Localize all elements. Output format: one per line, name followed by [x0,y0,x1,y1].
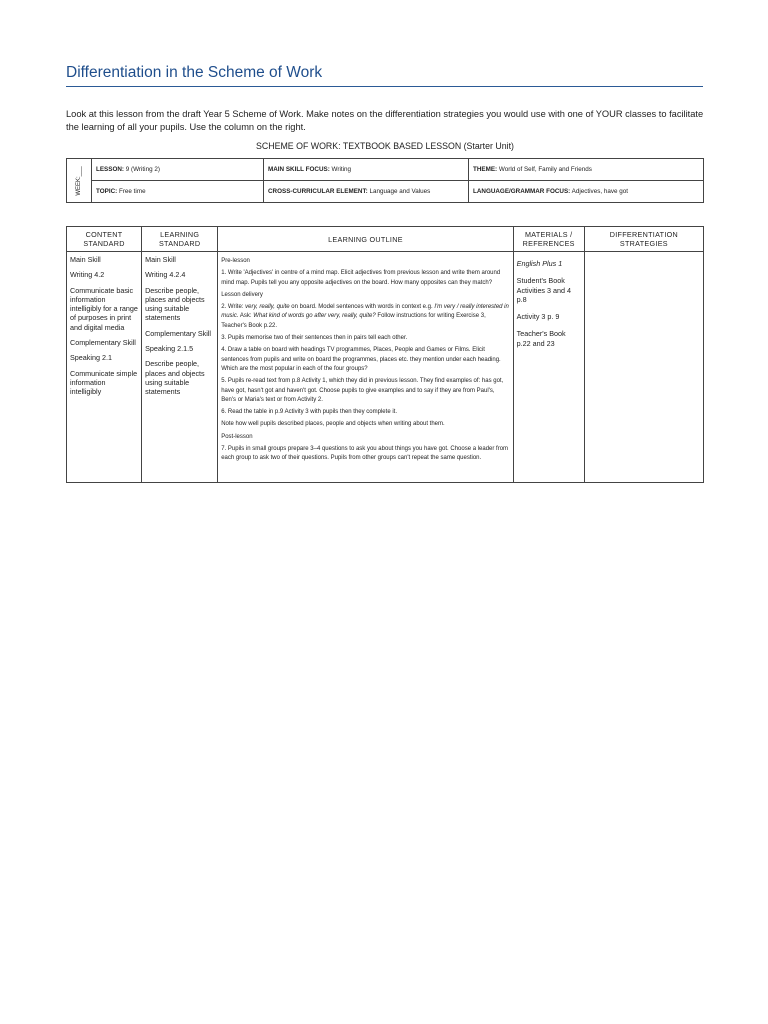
intro-paragraph: Look at this lesson from the draft Year 5 Scheme of Work. Make notes on the differentiation strategies you would use with one of YOUR classes to facilitate the learning of all your pupils. Use the column on the right. [66,109,704,132]
lesson-value: 9 (Writing 2) [124,166,160,173]
learning-speaking-code: Speaking 2.1.5 [145,344,194,354]
cross-curricular-label: CROSS-CURRICULAR ELEMENT: [268,188,368,195]
outline-step-2 [221,303,509,331]
lesson-header-table [66,158,704,203]
theme-cell [469,159,704,181]
outline-step-1: 1. Write 'Adjectives' in centre of a mind map. Elicit adjectives from previous lesson and write them around mind map. Pupils tell you any opposite adjectives on the board. How many opposites can they match? [221,270,501,286]
post-lesson-heading: Post-lesson [221,433,253,440]
col-header-materials: MATERIALS / REFERENCES [513,227,584,252]
step-2-part-b: very, really, quite [245,304,290,311]
content-main-skill: Main Skill [70,255,101,264]
materials-teachers-book: Teacher's Book p.22 and 23 [516,329,566,348]
col-header-learning-outline: LEARNING OUTLINE [218,227,513,252]
materials-book-title: English Plus 1 [516,259,563,268]
lesson-delivery-heading: Lesson delivery [221,291,263,298]
grammar-focus-label: LANGUAGE/GRAMMAR FOCUS: [473,188,571,195]
outline-step-4: 4. Draw a table on board with headings TV programmes, Places, People and Games or Films. Elicit sentences from pupils and write on board the programmes, places etc. they mention under each heading. Which are the most popular in each of the four groups? [221,347,501,372]
pre-lesson-heading: Pre-lesson [221,258,250,264]
content-complementary-skill: Complementary Skill [70,338,136,348]
learning-writing-code: Writing 4.2.4 [145,270,186,280]
learning-main-skill: Main Skill [145,255,176,264]
differentiation-notes-cell[interactable] [584,252,703,483]
learning-standard-cell [142,252,218,483]
materials-cell [513,252,584,483]
lesson-label: LESSON: [96,166,124,173]
step-2-part-d: I'm very / really interested in music. [221,304,509,320]
topic-label: TOPIC: [96,188,118,195]
title-divider [66,86,703,87]
outline-step-7: 7. Pupils in small groups prepare 3–4 questions to ask you about things you have got. Choose a leader from each group to ask two of their questions. Pupils from other groups can't repeat the same question. [221,446,509,462]
grammar-focus-cell [469,181,704,203]
page-title: Differentiation in the Scheme of Work [66,64,323,81]
outline-step-5: 5. Pupils re-read text from p.8 Activity 1, which they did in previous lesson. They find examples of: has got, have got, hasn't got and haven't got. Choose pupils to give examples and to say if they are from Paul's, Ben's or Maria's text or from Activity 2. [221,378,504,403]
step-2-part-f: What kind of words go after very, really, quite? [253,313,376,320]
step-2-part-c: on board. Model sentences with words in context e.g. [289,304,435,311]
learning-complementary-skill: Complementary Skill [145,328,212,338]
materials-activity: Activity 3 p. 9 [516,312,560,322]
step-2-part-e: Ask: [238,313,254,320]
lesson-cell [92,159,264,181]
step-2-part-a: 2. Write: [221,304,246,311]
content-speaking-code: Speaking 2.1 [70,353,112,363]
cross-curricular-value: Language and Values [367,188,431,195]
outline-step-3: 3. Pupils memorise two of their sentences then in pairs tell each other. [221,335,408,342]
main-skill-label: MAIN SKILL FOCUS: [268,166,330,173]
col-header-learning-standard: LEARNING STANDARD [142,227,218,252]
theme-value: World of Self, Family and Friends [497,166,592,173]
main-skill-cell [264,159,469,181]
cross-curricular-cell [264,181,469,203]
topic-value: Free time [117,188,146,195]
week-label: WEEK:___ [76,165,82,196]
week-cell [67,159,92,203]
content-writing-code: Writing 4.2 [70,270,105,280]
main-skill-value: Writing [329,166,352,173]
materials-students-book: Student's Book Activities 3 and 4 p.8 [516,276,572,304]
learning-writing-desc: Describe people, places and objects using suitable statements [145,285,205,323]
grammar-focus-value: Adjectives, have got [570,188,629,195]
theme-label: THEME: [473,166,498,173]
learning-outline-cell [218,252,513,483]
outline-note: Note how well pupils described places, people and objects when writing about them. [221,421,445,428]
scheme-heading: SCHEME OF WORK: TEXTBOOK BASED LESSON (Starter Unit) [256,141,514,151]
topic-cell [92,181,264,203]
col-header-differentiation: DIFFERENTIATION STRATEGIES [584,227,703,252]
content-standard-cell [67,252,142,483]
lesson-plan-table [66,226,704,483]
col-header-content-standard: CONTENT STANDARD [67,227,142,252]
step-2-part-g: Follow instructions for writing Exercise 3, Teacher's Book p.22. [221,313,486,329]
content-speaking-desc: Communicate simple information intelligibly [70,368,138,397]
content-writing-desc: Communicate basic information intelligibly for a range of purposes in print and digital media [70,285,138,332]
outline-step-6: 6. Read the table in p.9 Activity 3 with pupils then they complete it. [221,409,397,416]
learning-speaking-desc: Describe people, places and objects using suitable statements [145,359,205,397]
